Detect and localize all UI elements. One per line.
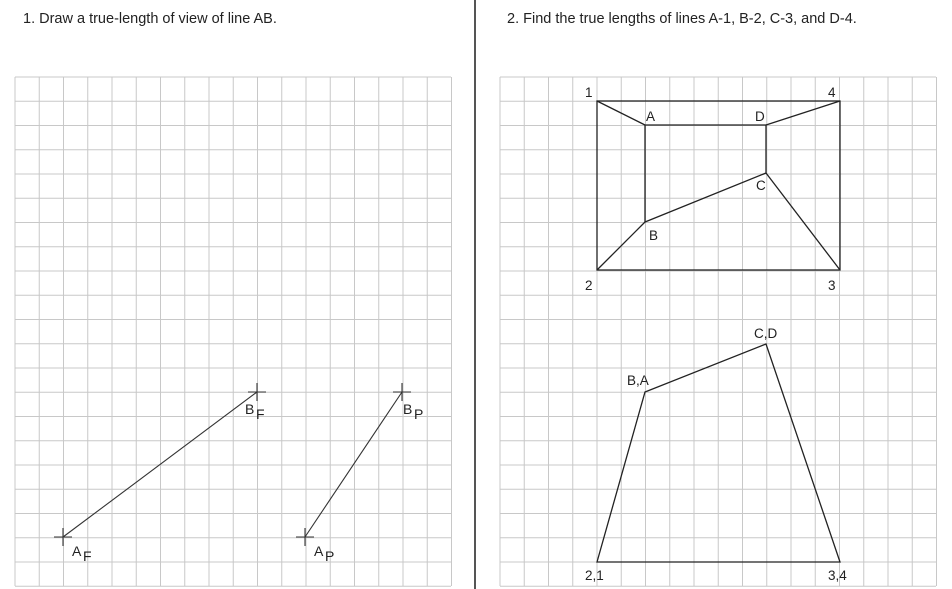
label-3: 3 — [828, 278, 836, 293]
svg-text:P: P — [325, 548, 335, 564]
grid-right — [500, 77, 937, 586]
svg-text:A: A — [314, 543, 324, 559]
svg-text:P: P — [414, 406, 424, 422]
label-1: 1 — [585, 85, 593, 100]
label-cd: C,D — [754, 326, 778, 341]
svg-text:F: F — [256, 406, 265, 422]
label-3-4: 3,4 — [828, 568, 847, 583]
tick-bp — [393, 383, 411, 401]
label-ap — [314, 543, 334, 564]
svg-text:B: B — [403, 401, 413, 417]
front-view-labels — [585, 326, 847, 583]
tick-bf — [248, 383, 266, 401]
svg-text:B: B — [245, 401, 255, 417]
tick-af — [54, 528, 72, 546]
label-4: 4 — [828, 85, 836, 100]
label-bf — [245, 401, 265, 422]
svg-text:F: F — [83, 548, 92, 564]
svg-text:A: A — [72, 543, 82, 559]
label-2-1: 2,1 — [585, 568, 604, 583]
label-ba: B,A — [627, 373, 649, 388]
grid-left — [15, 77, 452, 586]
edge-c-3 — [766, 173, 840, 270]
label-bp — [403, 401, 423, 422]
label-b: B — [649, 228, 659, 243]
label-a: A — [646, 109, 656, 124]
problem-1-title: 1. Draw a true-length of view of line AB. — [23, 11, 277, 27]
problem-2-title: 2. Find the true lengths of lines A-1, B-2, C-3, and D-4. — [507, 11, 857, 27]
label-2: 2 — [585, 278, 593, 293]
label-d: D — [755, 109, 765, 124]
top-view-labels — [585, 85, 836, 293]
edge-d-4 — [766, 101, 840, 125]
label-c: C — [756, 178, 766, 193]
tick-ap — [296, 528, 314, 546]
label-af — [72, 543, 92, 564]
